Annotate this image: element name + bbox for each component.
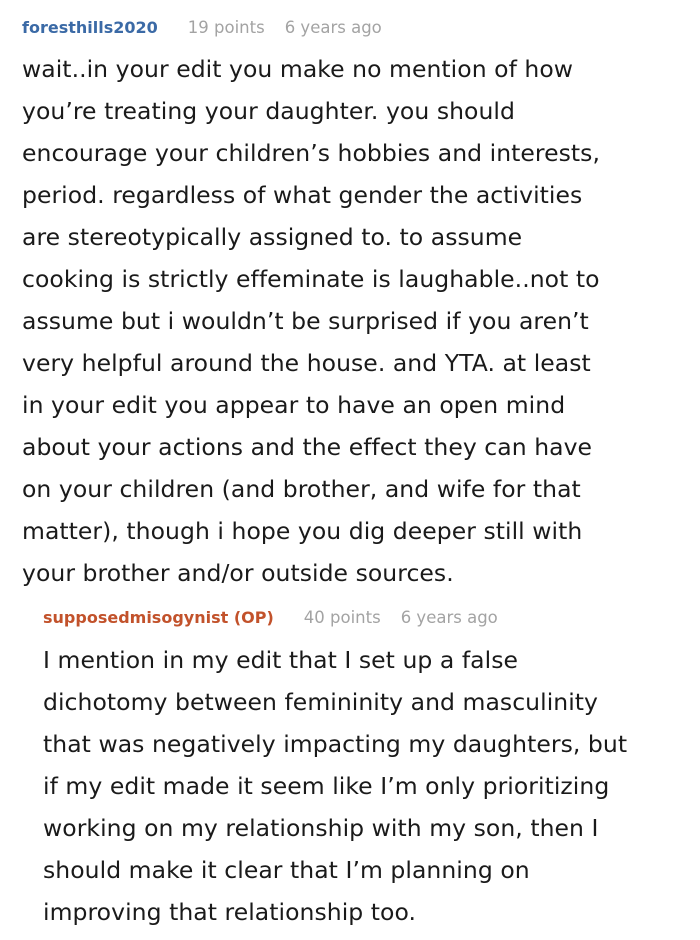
comment-body-line: on your children (and brother, and wife for that [22,475,581,503]
comment-body-line: if my edit made it seem like I’m only prioritizing [43,772,610,800]
comment-body-line: wait..in your edit you make no mention of how [22,55,574,83]
comment-body-line: matter), though i hope you dig deeper still with [22,517,583,545]
comment-body-line: you’re treating your daughter. you should [22,97,515,125]
comment-author-op[interactable]: supposedmisogynist (OP) [43,608,274,627]
comment-body [43,639,695,933]
comment-body-line: cooking is strictly effeminate is laughable..not to [22,265,600,293]
comment-body-line: assume but i wouldn’t be surprised if you aren’t [22,307,589,335]
comment-body-line: very helpful around the house. and YTA. at least [22,349,591,377]
comment-age: 6 years ago [284,18,382,37]
comment-body-line: should make it clear that I’m planning on [43,856,530,884]
comment-meta [43,608,695,634]
comment-body-line: improving that relationship too. [43,898,416,926]
reply-comment [43,608,695,933]
comment-body-line: in your edit you appear to have an open mind [22,391,566,419]
comment-age: 6 years ago [400,608,498,627]
comment-body-line: I mention in my edit that I set up a false [43,646,519,674]
comment-points: 19 points [187,18,265,37]
comment-body-line: encourage your children’s hobbies and interests, [22,139,600,167]
comment [22,18,690,594]
comment-body-line: dichotomy between femininity and masculinity [43,688,599,716]
comment-body-line: are stereotypically assigned to. to assume [22,223,523,251]
comment-meta [22,18,690,44]
comment-body [22,48,690,594]
comment-body-line: working on my relationship with my son, then I [43,814,599,842]
comment-body-line: that was negatively impacting my daughters, but [43,730,628,758]
comment-body-line: period. regardless of what gender the activities [22,181,583,209]
comment-body-line: about your actions and the effect they can have [22,433,593,461]
comment-body-line: your brother and/or outside sources. [22,559,454,587]
comment-points: 40 points [303,608,381,627]
comment-author[interactable]: foresthills2020 [22,18,158,37]
